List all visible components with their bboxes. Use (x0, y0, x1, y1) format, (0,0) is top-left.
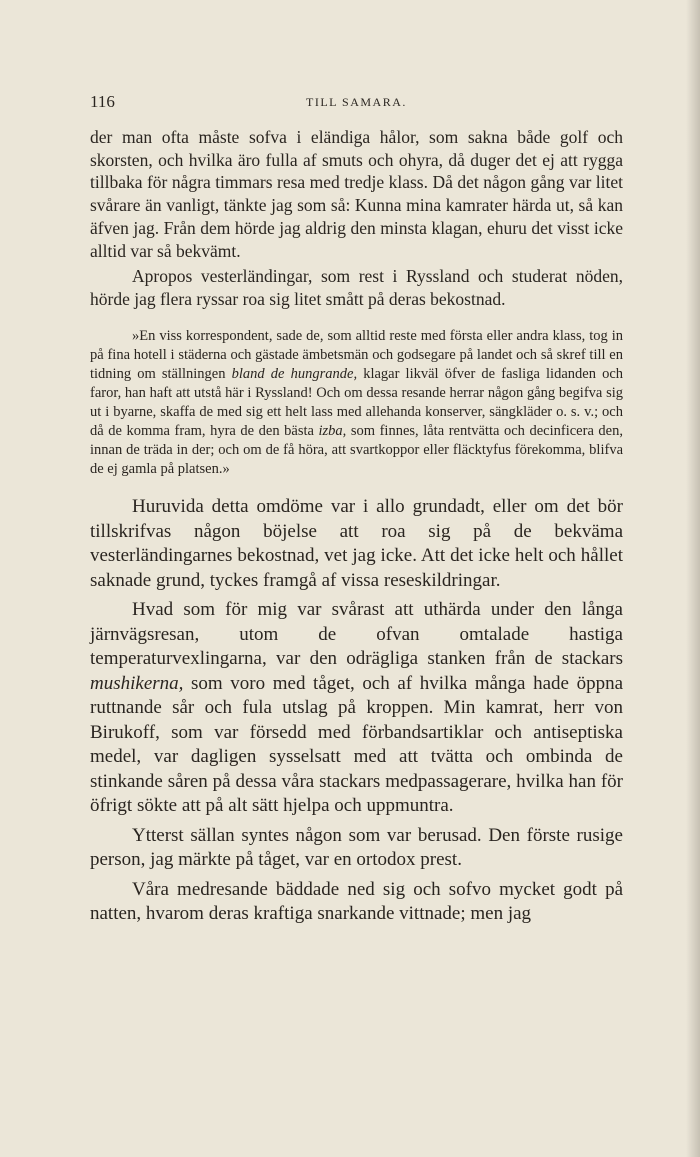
page-header (90, 92, 623, 114)
page-edge-shadow (686, 0, 700, 1157)
running-title: TILL SAMARA. (306, 95, 407, 109)
quote-text-3: som finnes, låta rentvätta och decinficera den, innan de träda in der; och om de få höra, att svartkoppor eller fläcktyfus förekomma, blifva de ej gamla på platsen.» (90, 423, 623, 478)
paragraph-5: Ytterst sällan syntes någon som var berusad. Den förste rusige person, jag märkte på tåget, var en ortodox prest. (90, 824, 623, 871)
paragraph-6: Våra medresande bäddade ned sig och sofvo mycket godt på natten, hvarom deras kraftiga snarkande vittnade; men jag (90, 878, 623, 925)
book-page (90, 92, 623, 927)
quote-text-1: »En viss korrespondent, sade de, som alltid reste med första eller andra klass, tog in på fina hotell i städerna och gästade ämbetsmän och godsegare på landet och så skref till en tidning om ställningen (90, 327, 623, 382)
page-number: 116 (90, 92, 115, 111)
quoted-passage (90, 327, 623, 480)
paragraph-1: der man ofta måste sofva i eländiga hålor, som sakna både golf och skorsten, och hvilka äro fulla af smuts och ohyra, då duger det ej att rygga tillbaka för några timmars resa med tredje klass. Då det någon gång var litet svårare än vanligt, tänkte jag som så: Kunna mina kamrater härda ut, så kan äfven jag. Från dem hörde jag aldrig den minsta klagan, ehuru det visst icke alltid var så bekvämt. (90, 127, 623, 261)
paragraph-2: Apropos vesterländingar, som rest i Ryssland och studerat nöden, hörde jag flera ryssar roa sig litet smått på deras bekostnad. (90, 266, 623, 309)
p4-italic: mushikerna, (90, 672, 184, 694)
quote-italic-2: izba, (318, 423, 347, 440)
quote-text-2: klagar likväl öfver de fasliga lidanden och faror, han haft att utstå här i Ryssland! Och om dessa resande herrar någon gång begifva sig ut i byarne, skaffa de med sig ett helt lass med allehanda konserver, sängkläder o. s. v.; och då de komma fram, hyra de den bästa (90, 365, 624, 440)
paragraph-3: Huruvida detta omdöme var i allo grundadt, eller om det bör tillskrifvas någon böjelse att roa sig på de bekväma vesterländingarnes bekostnad, vet jag icke. Att det icke helt och hållet saknade grund, tyckes framgå af vissa reseskildringar. (90, 496, 623, 591)
paragraph-4 (90, 598, 623, 819)
quote-italic-1: bland de hungrande, (231, 365, 358, 382)
p4-text-1: Hvad som för mig var svårast att uthärda under den långa järnvägsresan, utom de ofvan omtalade hastiga temperaturvexlingarna, var den odrägliga stanken från de stackars (90, 599, 623, 670)
p4-text-2: som voro med tåget, och af hvilka många hade öppna ruttnande sår och fula utslag på kroppen. Min kamrat, herr von Birukoff, som var försedd med förbandsartiklar och antiseptiska medel, var dagligen sysselsatt med att tvätta och ombinda de stinkande såren på dessa våra stackars medpassagerare, hvilka han för öfrigt sökte att på alt sätt hjelpa och uppmuntra. (90, 672, 623, 817)
